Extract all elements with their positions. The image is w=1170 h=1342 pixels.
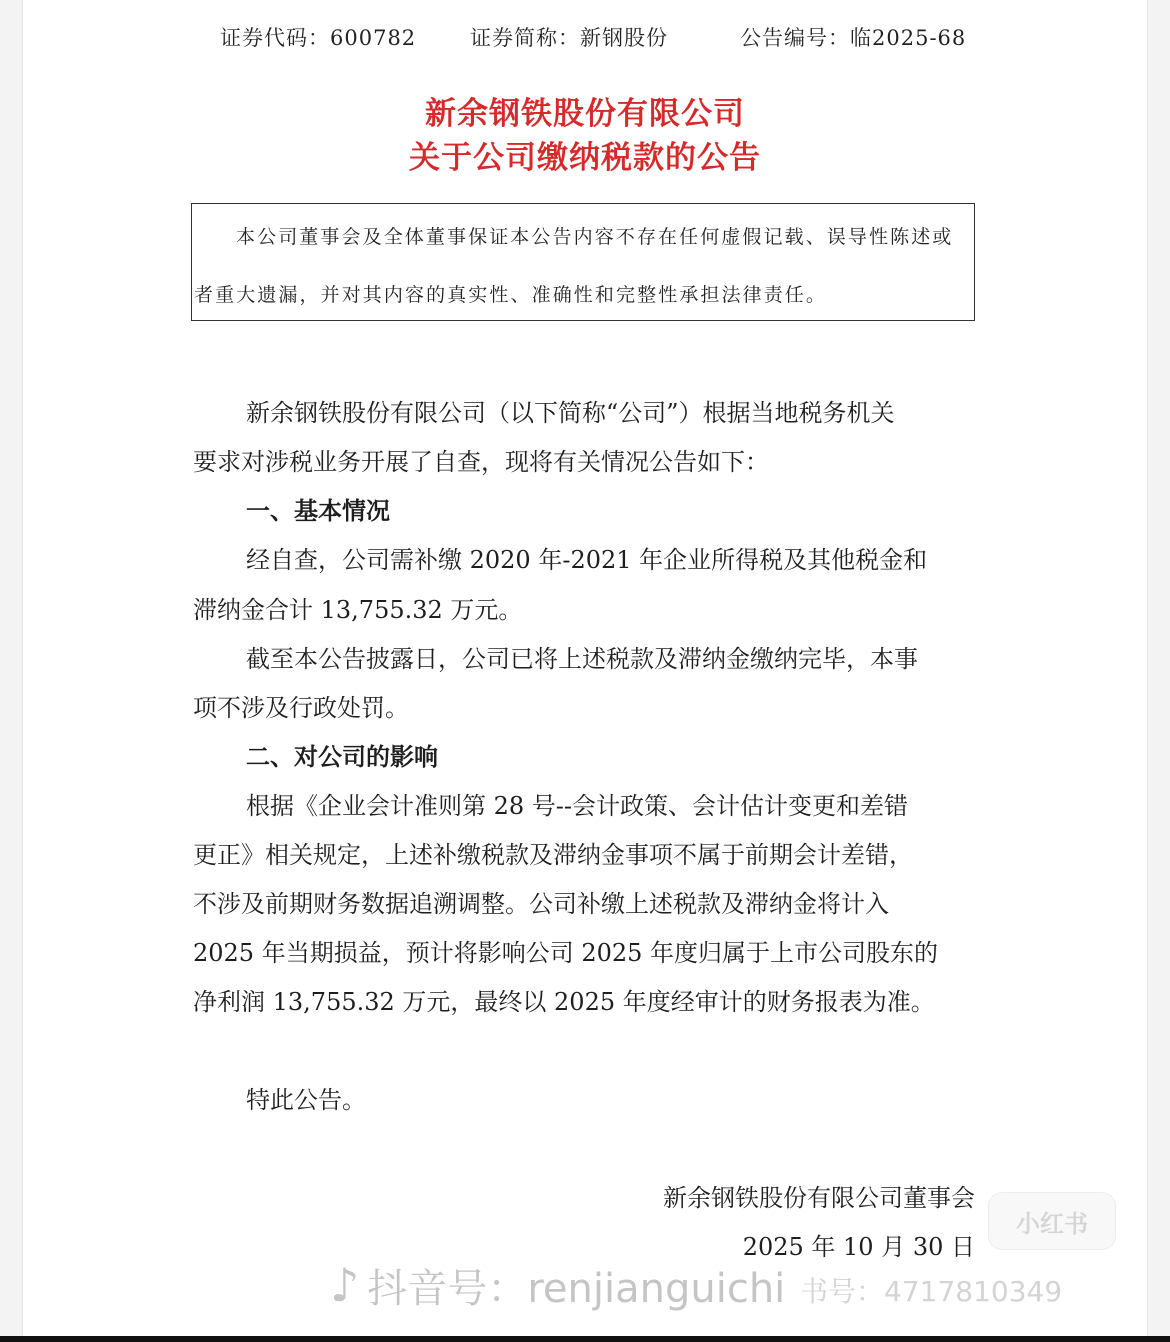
section-2-heading: 二、对公司的影响: [246, 743, 438, 771]
douyin-watermark: [330, 1250, 785, 1320]
page-edge-left: [0, 0, 23, 1342]
section-1-para-1-line-2: 滞纳金合计 13,755.32 万元。: [193, 596, 523, 624]
section-2-line-4: 2025 年当期损益，预计将影响公司 2025 年度归属于上市公司股东的: [193, 939, 939, 967]
intro-line-2: 要求对涉税业务开展了自查，现将有关情况公告如下：: [193, 448, 769, 476]
section-1-para-2-line-2: 项不涉及行政处罚。: [193, 694, 409, 722]
intro-line-1: 新余钢铁股份有限公司（以下简称“公司”）根据当地税务机关: [246, 399, 895, 427]
section-1-para-2-line-1: 截至本公告披露日，公司已将上述税款及滞纳金缴纳完毕，本事: [246, 645, 918, 673]
announcement-title: 关于公司缴纳税款的公告: [409, 140, 761, 176]
section-2-line-1: 根据《企业会计准则第 28 号--会计政策、会计估计变更和差错: [246, 792, 909, 820]
company-title: 新余钢铁股份有限公司: [425, 96, 745, 132]
disclaimer-line-2: 者重大遗漏，并对其内容的真实性、准确性和完整性承担法律责任。: [194, 284, 828, 306]
xiaohongshu-id-watermark: 书号：4717810349: [800, 1275, 1063, 1308]
section-2-line-2: 更正》相关规定，上述补缴税款及滞纳金事项不属于前期会计差错，: [193, 841, 913, 869]
announcement-number: 公告编号：临2025-68: [740, 26, 967, 50]
bottom-bar: [0, 1336, 1170, 1342]
douyin-watermark-text: 抖音号：renjianguichi: [367, 1265, 786, 1312]
section-2-line-3: 不涉及前期财务数据追溯调整。公司补缴上述税款及滞纳金将计入: [193, 890, 889, 918]
stock-short-name: 证券简称：新钢股份: [470, 26, 668, 50]
disclaimer-line-1: 本公司董事会及全体董事保证本公告内容不存在任何虚假记载、误导性陈述或: [236, 226, 954, 248]
section-2-line-5: 净利润 13,755.32 万元，最终以 2025 年度经审计的财务报表为准。: [193, 988, 935, 1016]
disclaimer-box: [191, 203, 975, 321]
section-1-para-1-line-1: 经自查，公司需补缴 2020 年-2021 年企业所得税及其他税金和: [246, 546, 928, 574]
closing-text: 特此公告。: [246, 1086, 366, 1114]
signature-org: 新余钢铁股份有限公司董事会: [663, 1184, 975, 1212]
section-1-heading: 一、基本情况: [246, 497, 390, 525]
stock-code: 证券代码：600782: [220, 26, 417, 50]
douyin-note-icon: ♪: [330, 1258, 360, 1312]
page-edge-right: [1147, 0, 1170, 1342]
signature-date: 2025 年 10 月 30 日: [742, 1233, 975, 1261]
xiaohongshu-logo-watermark: 小红书: [988, 1192, 1116, 1250]
